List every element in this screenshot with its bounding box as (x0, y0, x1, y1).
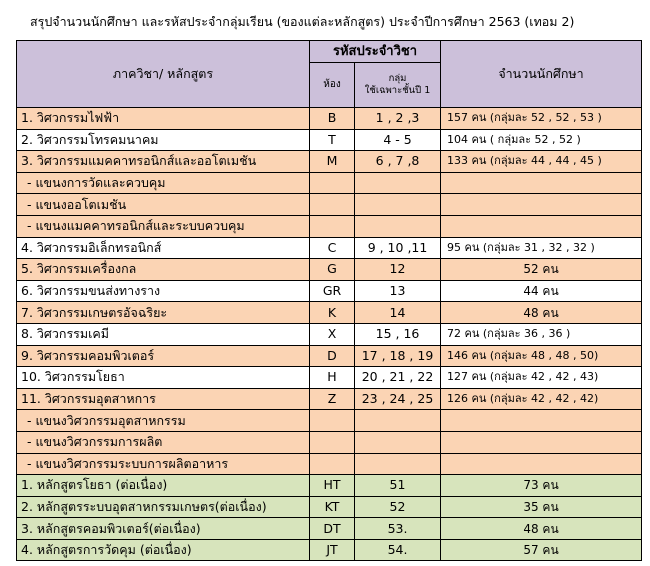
row-room: C (310, 237, 355, 259)
row-name: - แขนงแมคคาทรอนิกส์และระบบควบคุม (17, 215, 310, 237)
row-students (441, 172, 642, 194)
table-row (17, 323, 642, 345)
table-row (17, 367, 642, 389)
row-students: 126 คน (กลุ่มละ 42 , 42 , 42) (441, 388, 642, 410)
row-group (355, 453, 441, 475)
row-students: 52 คน (441, 259, 642, 281)
table-row (17, 496, 642, 518)
table-row (17, 259, 642, 281)
row-name: 11. วิศวกรรมอุตสาหการ (17, 388, 310, 410)
row-students: 48 คน (441, 302, 642, 324)
row-group: 13 (355, 280, 441, 302)
row-room: T (310, 129, 355, 151)
table-row (17, 108, 642, 130)
row-name: 7. วิศวกรรมเกษตรอัจฉริยะ (17, 302, 310, 324)
row-group: 53. (355, 518, 441, 540)
table-row (17, 302, 642, 324)
row-students: 104 คน ( กลุ่มละ 52 , 52 ) (441, 129, 642, 151)
student-summary-table (16, 40, 642, 561)
row-name: 10. วิศวกรรมโยธา (17, 367, 310, 389)
row-students: 57 คน (441, 539, 642, 561)
row-name: - แขนงวิศวกรรมระบบการผลิตอาหาร (17, 453, 310, 475)
table-row (17, 280, 642, 302)
row-room (310, 194, 355, 216)
header-department: ภาควิชา/ หลักสูตร (17, 41, 310, 108)
row-room (310, 215, 355, 237)
table-row (17, 388, 642, 410)
row-name: 9. วิศวกรรมคอมพิวเตอร์ (17, 345, 310, 367)
header-group-note: ใช้เฉพาะชั้นปี 1 (364, 85, 431, 96)
table-row (17, 129, 642, 151)
row-group: 52 (355, 496, 441, 518)
row-group: 51 (355, 475, 441, 497)
table-row (17, 539, 642, 561)
row-name: 8. วิศวกรรมเคมี (17, 323, 310, 345)
row-room: D (310, 345, 355, 367)
header-group (355, 63, 441, 108)
row-room (310, 172, 355, 194)
row-group (355, 215, 441, 237)
table-row (17, 237, 642, 259)
row-name: 3. หลักสูตรคอมพิวเตอร์(ต่อเนื่อง) (17, 518, 310, 540)
row-group (355, 431, 441, 453)
header-room: ห้อง (310, 63, 355, 108)
table-row (17, 345, 642, 367)
row-students (441, 194, 642, 216)
row-group: 17 , 18 , 19 (355, 345, 441, 367)
table-row (17, 172, 642, 194)
row-room: G (310, 259, 355, 281)
table-row (17, 475, 642, 497)
table-body (17, 108, 642, 561)
row-students (441, 453, 642, 475)
row-room (310, 453, 355, 475)
row-students: 35 คน (441, 496, 642, 518)
row-name: 3. วิศวกรรมแมคคาทรอนิกส์และออโตเมชัน (17, 151, 310, 173)
row-students: 73 คน (441, 475, 642, 497)
row-name: 1. วิศวกรรมไฟฟ้า (17, 108, 310, 130)
row-name: - แขนงวิศวกรรมอุตสาหกรรม (17, 410, 310, 432)
row-students: 146 คน (กลุ่มละ 48 , 48 , 50) (441, 345, 642, 367)
row-students: 44 คน (441, 280, 642, 302)
row-name: 1. หลักสูตรโยธา (ต่อเนื่อง) (17, 475, 310, 497)
row-name: 4. หลักสูตรการวัดคุม (ต่อเนื่อง) (17, 539, 310, 561)
row-room: KT (310, 496, 355, 518)
row-group: 12 (355, 259, 441, 281)
row-group: 1 , 2 ,3 (355, 108, 441, 130)
row-students: 133 คน (กลุ่มละ 44 , 44 , 45 ) (441, 151, 642, 173)
row-room: B (310, 108, 355, 130)
row-students: 127 คน (กลุ่มละ 42 , 42 , 43) (441, 367, 642, 389)
row-room: K (310, 302, 355, 324)
row-group: 9 , 10 ,11 (355, 237, 441, 259)
row-room: X (310, 323, 355, 345)
table-row (17, 194, 642, 216)
row-name: - แขนงออโตเมชัน (17, 194, 310, 216)
header-students: จำนวนนักศึกษา (441, 41, 642, 108)
row-group: 14 (355, 302, 441, 324)
row-room (310, 410, 355, 432)
table-row (17, 410, 642, 432)
row-room: DT (310, 518, 355, 540)
table-row (17, 453, 642, 475)
table-row (17, 518, 642, 540)
row-name: - แขนงการวัดและควบคุม (17, 172, 310, 194)
row-students (441, 431, 642, 453)
row-name: 5. วิศวกรรมเครื่องกล (17, 259, 310, 281)
row-group: 23 , 24 , 25 (355, 388, 441, 410)
table-row (17, 151, 642, 173)
table-row (17, 431, 642, 453)
row-name: 6. วิศวกรรมขนส่งทางราง (17, 280, 310, 302)
row-students (441, 410, 642, 432)
row-group: 20 , 21 , 22 (355, 367, 441, 389)
row-students: 157 คน (กลุ่มละ 52 , 52 , 53 ) (441, 108, 642, 130)
header-code-group: รหัสประจำวิชา (310, 41, 441, 63)
row-room: GR (310, 280, 355, 302)
row-students (441, 215, 642, 237)
row-name: 4. วิศวกรรมอิเล็กทรอนิกส์ (17, 237, 310, 259)
row-students: 48 คน (441, 518, 642, 540)
row-group: 4 - 5 (355, 129, 441, 151)
row-room: H (310, 367, 355, 389)
row-group (355, 410, 441, 432)
row-students: 95 คน (กลุ่มละ 31 , 32 , 32 ) (441, 237, 642, 259)
row-room: HT (310, 475, 355, 497)
row-room: JT (310, 539, 355, 561)
row-group: 15 , 16 (355, 323, 441, 345)
row-name: 2. หลักสูตรระบบอุตสาหกรรมเกษตร(ต่อเนื่อง) (17, 496, 310, 518)
row-name: 2. วิศวกรรมโทรคมนาคม (17, 129, 310, 151)
row-room (310, 431, 355, 453)
row-students: 72 คน (กลุ่มละ 36 , 36 ) (441, 323, 642, 345)
header-group-label: กลุ่ม (388, 73, 407, 84)
header-row (17, 41, 642, 63)
table-row (17, 215, 642, 237)
page-title: สรุปจำนวนนักศึกษา และรหัสประจำกลุ่มเรียน (ของแต่ละหลักสูตร) ประจำปีการศึกษา 2563 (เทอม 2) (30, 14, 575, 29)
row-group: 54. (355, 539, 441, 561)
row-room: M (310, 151, 355, 173)
row-group (355, 172, 441, 194)
row-name: - แขนงวิศวกรรมการผลิต (17, 431, 310, 453)
row-group (355, 194, 441, 216)
row-group: 6 , 7 ,8 (355, 151, 441, 173)
row-room: Z (310, 388, 355, 410)
